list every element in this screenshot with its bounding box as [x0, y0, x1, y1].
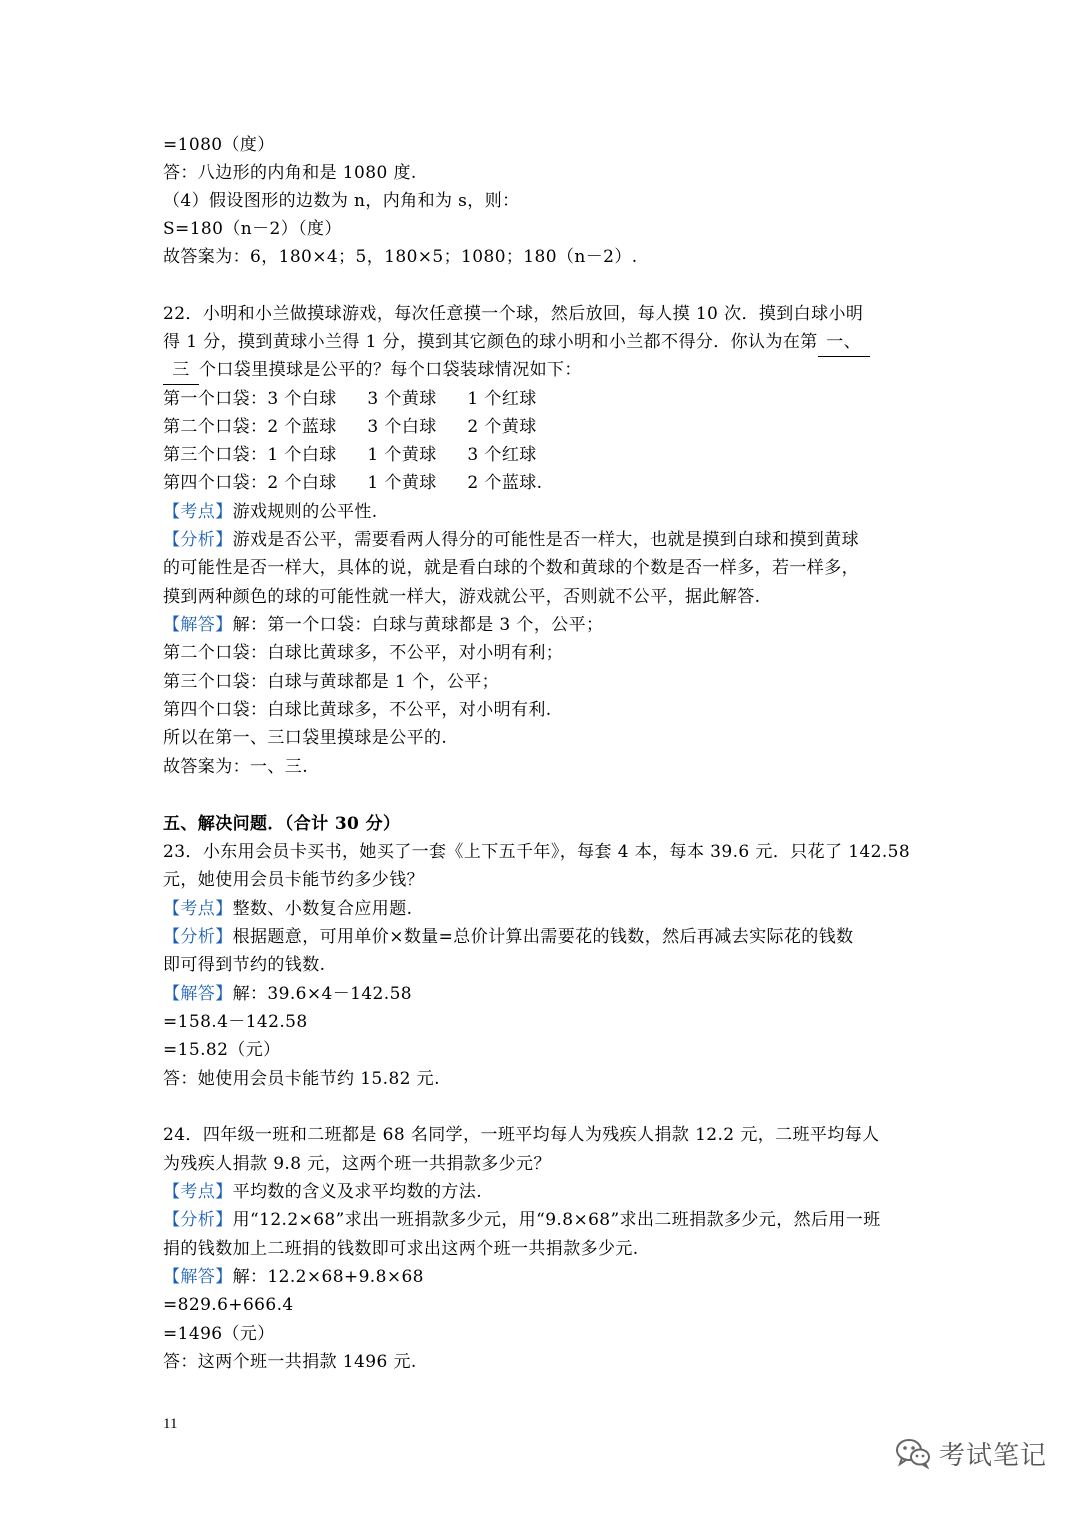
q23-question-line-2: 元，她使用会员卡能节约多少钱？ — [163, 870, 424, 890]
q24-question-line-2: 为残疾人捐款 9.8 元，这两个班一共捐款多少元？ — [163, 1154, 551, 1174]
jieda-text: 解：39.6×4－142.58 — [232, 984, 413, 1004]
q22-question-text-rest: 个口袋里摸球是公平的？每个口袋装球情况如下： — [199, 360, 582, 380]
jieda-tag: 【解答】 — [163, 615, 233, 635]
bag-item: 3 个白球 — [267, 389, 337, 409]
q23-fenxi-line-2: 即可得到节约的钱数. — [163, 955, 326, 975]
bag-item: 3 个白球 — [367, 417, 437, 437]
q24-question-line-1: 24．四年级一班和二班都是 68 名同学，一班平均每人为残疾人捐款 12.2 元，二班平均每人 — [163, 1125, 880, 1145]
q23-fenxi-line-1 — [163, 923, 854, 951]
q22-bag-4 — [163, 469, 542, 497]
jieda-tag: 【解答】 — [163, 984, 233, 1004]
q21-line-1: =1080（度） — [163, 135, 275, 155]
fenxi-text: 根据题意，可用单价×数量=总价计算出需要花的钱数，然后再减去实际花的钱数 — [232, 927, 854, 947]
section-title: 五、解决问题．（合计 30 分） — [163, 814, 401, 834]
bag-item: 1 个黄球 — [367, 445, 437, 465]
q22-bag-3 — [163, 441, 537, 469]
fenxi-text: 用“12.2×68”求出一班捐款多少元，用“9.8×68”求出二班捐款多少元，然后用一班 — [232, 1210, 881, 1230]
q22-jieda-line-5: 所以在第一、三口袋里摸球是公平的. — [163, 728, 448, 748]
wechat-icon — [895, 1437, 931, 1469]
q22-kaodian — [163, 498, 378, 526]
q22-question-line-2 — [163, 328, 870, 356]
q21-final-answer: 故答案为：6，180×4；5，180×5；1080；180（n－2）. — [163, 247, 638, 267]
q24-jieda-line-2: =829.6+666.4 — [163, 1295, 294, 1315]
jieda-tag: 【解答】 — [163, 1267, 233, 1287]
q23-question-line-1: 23．小东用会员卡买书，她买了一套《上下五千年》，每套 4 本，每本 39.6 元．只花了 142.58 — [163, 842, 911, 862]
bag-item: 3 个红球 — [467, 445, 537, 465]
q22-fenxi-line-2: 的可能性是否一样大，具体的说，就是看白球的个数和黄球的个数是否一样多，若一样多， — [163, 558, 859, 578]
bag-item: 1 个红球 — [467, 389, 537, 409]
q22-jieda-line-3: 第三个口袋：白球与黄球都是 1 个，公平； — [163, 672, 500, 692]
bag-item: 1 个黄球 — [367, 473, 437, 493]
jieda-text: 解：第一个口袋：白球与黄球都是 3 个，公平； — [232, 615, 604, 635]
bag-name: 第二个口袋： — [163, 417, 268, 437]
q23-jieda-line-2: =158.4－142.58 — [163, 1012, 308, 1032]
q23-jieda-line-1 — [163, 980, 412, 1008]
q23-answer: 答：她使用会员卡能节约 15.82 元. — [163, 1069, 440, 1089]
kaodian-text: 平均数的含义及求平均数的方法. — [232, 1182, 483, 1202]
bag-name: 第四个口袋： — [163, 473, 268, 493]
q22-answer-blank-1: 一、 — [818, 328, 870, 357]
fenxi-tag: 【分析】 — [163, 927, 233, 947]
kaodian-tag: 【考点】 — [163, 502, 233, 522]
kaodian-tag: 【考点】 — [163, 1182, 233, 1202]
fenxi-tag: 【分析】 — [163, 1210, 233, 1230]
bag-item: 2 个白球 — [267, 473, 337, 493]
q22-bag-2 — [163, 413, 537, 441]
q24-fenxi-line-2: 捐的钱数加上二班捐的钱数即可求出这两个班一共捐款多少元. — [163, 1239, 639, 1259]
q22-jieda-line-6: 故答案为：一、三. — [163, 757, 309, 777]
q22-question-line-1: 22．小明和小兰做摸球游戏，每次任意摸一个球，然后放回，每人摸 10 次．摸到白球小明 — [163, 304, 864, 324]
page-number: 11 — [163, 1416, 178, 1432]
q24-jieda-line-3: =1496（元） — [163, 1324, 275, 1344]
bag-name: 第三个口袋： — [163, 445, 268, 465]
q23-kaodian — [163, 895, 412, 923]
q22-jieda-line-4: 第四个口袋：白球比黄球多，不公平，对小明有利. — [163, 700, 552, 720]
bag-item: 2 个蓝球. — [467, 473, 543, 493]
watermark-text: 考试笔记 — [939, 1440, 1048, 1471]
q22-bag-1 — [163, 385, 537, 413]
q22-jieda-line-1 — [163, 611, 603, 639]
q22-answer-blank-2: 三 — [163, 356, 199, 385]
fenxi-text: 游戏是否公平，需要看两人得分的可能性是否一样大，也就是摸到白球和摸到黄球 — [232, 530, 860, 550]
q21-answer: 答：八边形的内角和是 1080 度. — [163, 163, 417, 183]
q24-kaodian — [163, 1178, 482, 1206]
q22-question-line-3 — [163, 356, 582, 384]
kaodian-text: 整数、小数复合应用题. — [232, 899, 413, 919]
q22-jieda-line-2: 第二个口袋：白球比黄球多，不公平，对小明有利； — [163, 643, 564, 663]
q21-part4: （4）假设图形的边数为 n，内角和为 s，则： — [163, 191, 520, 211]
watermark — [895, 1433, 1047, 1473]
q24-answer: 答：这两个班一共捐款 1496 元. — [163, 1352, 417, 1372]
bag-item: 2 个蓝球 — [267, 417, 337, 437]
q22-question-text: 得 1 分，摸到黄球小兰得 1 分，摸到其它颜色的球小明和小兰都不得分．你认为在第 — [163, 332, 818, 352]
bag-item: 3 个黄球 — [367, 389, 437, 409]
q22-fenxi-line-1 — [163, 526, 859, 554]
q24-jieda-line-1 — [163, 1263, 424, 1291]
q23-jieda-line-3: =15.82（元） — [163, 1040, 281, 1060]
bag-item: 1 个白球 — [267, 445, 337, 465]
fenxi-tag: 【分析】 — [163, 530, 233, 550]
kaodian-text: 游戏规则的公平性. — [232, 502, 378, 522]
bag-item: 2 个黄球 — [467, 417, 537, 437]
q21-formula: S=180（n－2）（度） — [163, 219, 342, 239]
q24-fenxi-line-1 — [163, 1206, 881, 1234]
bag-name: 第一个口袋： — [163, 389, 268, 409]
jieda-text: 解：12.2×68+9.8×68 — [232, 1267, 424, 1287]
q22-fenxi-line-3: 摸到两种颜色的球的可能性就一样大，游戏就公平，否则就不公平，据此解答. — [163, 587, 761, 607]
kaodian-tag: 【考点】 — [163, 899, 233, 919]
